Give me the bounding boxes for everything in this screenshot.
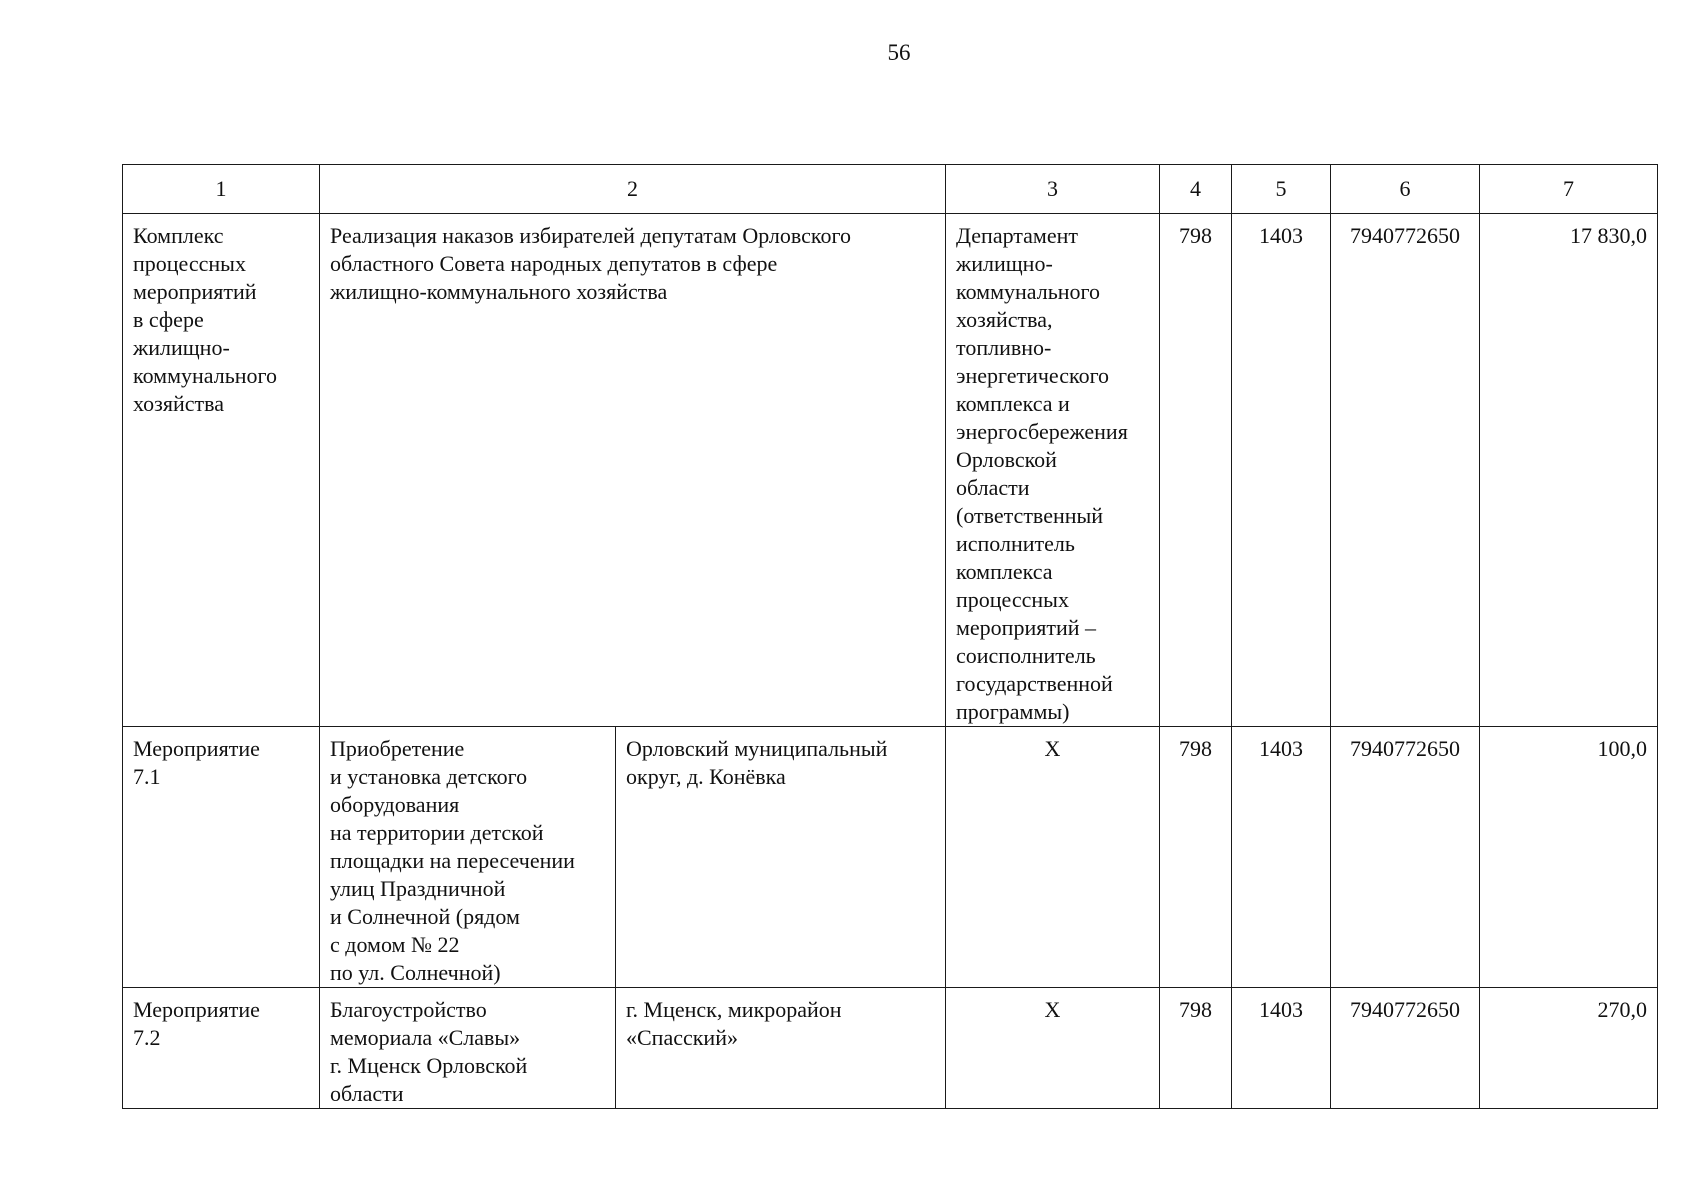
header-cell-1: 1	[123, 165, 320, 214]
measure-name-cell	[123, 727, 320, 988]
amount-value: 270,0	[1597, 997, 1647, 1022]
code-target-article: 7940772650	[1350, 736, 1460, 761]
executor-cell	[946, 988, 1160, 1109]
code-cell-6	[1331, 988, 1480, 1109]
code-cell-6	[1331, 214, 1480, 727]
code-cell-4	[1160, 214, 1232, 727]
executor-mark: X	[1044, 736, 1061, 761]
amount-value: 100,0	[1597, 736, 1647, 761]
page-number: 56	[887, 40, 911, 65]
code-cell-4	[1160, 727, 1232, 988]
responsible-executor-cell	[946, 214, 1160, 727]
complex-name-cell	[123, 214, 320, 727]
measure-name: Мероприятие 7.2	[133, 997, 260, 1050]
code-1403: 1403	[1259, 736, 1303, 761]
budget-table	[122, 164, 1658, 1109]
table-row	[123, 214, 1658, 727]
measure-description-cell	[320, 988, 616, 1109]
header-cell-7: 7	[1480, 165, 1658, 214]
code-target-article: 7940772650	[1350, 997, 1460, 1022]
table-row	[123, 988, 1658, 1109]
measure-name-cell	[123, 988, 320, 1109]
executor-cell	[946, 727, 1160, 988]
amount-cell	[1480, 727, 1658, 988]
code-1403: 1403	[1259, 223, 1303, 248]
amount-cell	[1480, 988, 1658, 1109]
header-cell-3: 3	[946, 165, 1160, 214]
measure-name: Мероприятие 7.1	[133, 736, 260, 789]
measure-description: Приобретение и установка детского оборудования на территории детской площадки на пересечении улиц Праздничной и Солнечной (рядом с домом № 22 по ул. Солнечной)	[330, 736, 575, 985]
amount-cell	[1480, 214, 1658, 727]
header-cell-4: 4	[1160, 165, 1232, 214]
header-cell-5: 5	[1232, 165, 1331, 214]
measure-location-cell	[616, 727, 946, 988]
code-cell-5	[1232, 727, 1331, 988]
complex-description-cell	[320, 214, 946, 727]
measure-description: Благоустройство мемориала «Славы» г. Мценск Орловской области	[330, 997, 528, 1106]
table-row	[123, 727, 1658, 988]
measure-description-cell	[320, 727, 616, 988]
measure-location: Орловский муниципальный округ, д. Конёвка	[626, 736, 888, 789]
code-cell-4	[1160, 988, 1232, 1109]
table-header-row	[123, 165, 1658, 214]
amount-value: 17 830,0	[1570, 223, 1647, 248]
code-cell-5	[1232, 988, 1331, 1109]
complex-name: Комплекс процессных мероприятий в сфере жилищно- коммунального хозяйства	[133, 223, 277, 416]
executor-mark: X	[1044, 997, 1061, 1022]
code-cell-5	[1232, 214, 1331, 727]
responsible-executor: Департамент жилищно- коммунального хозяйства, топливно- энергетического комплекса и энергосбережения Орловской области (ответственный исполнитель комплекса процессных мероприятий – соисполнитель государственной программы)	[956, 223, 1128, 724]
code-1403: 1403	[1259, 997, 1303, 1022]
measure-location-cell	[616, 988, 946, 1109]
code-target-article: 7940772650	[1350, 223, 1460, 248]
header-cell-2: 2	[320, 165, 946, 214]
header-cell-6: 6	[1331, 165, 1480, 214]
code-cell-6	[1331, 727, 1480, 988]
complex-description: Реализация наказов избирателей депутатам Орловского областного Совета народных депутатов в сфере жилищно-коммунального хозяйства	[330, 223, 851, 304]
code-798: 798	[1179, 223, 1212, 248]
code-798: 798	[1179, 997, 1212, 1022]
code-798: 798	[1179, 736, 1212, 761]
measure-location: г. Мценск, микрорайон «Спасский»	[626, 997, 842, 1050]
